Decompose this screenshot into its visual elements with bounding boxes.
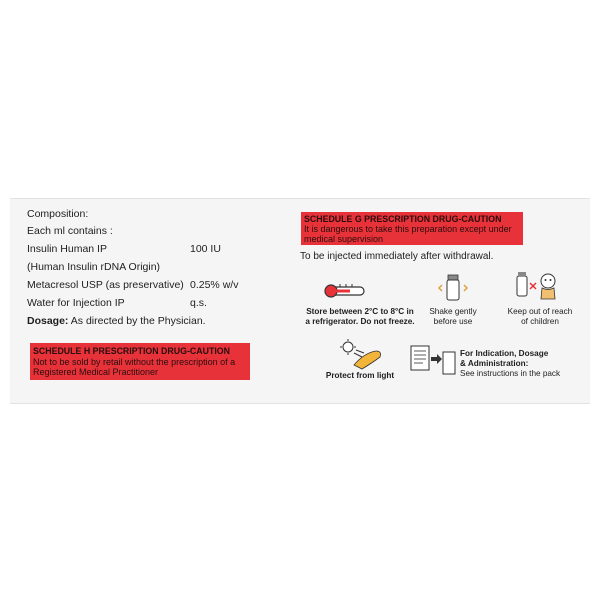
carton-panel — [10, 198, 590, 404]
sun-hand-icon — [340, 339, 384, 371]
schedule-h-line1: Not to be sold by retail without the prescription of a — [33, 357, 236, 367]
schedule-g-box — [301, 212, 523, 245]
ingredient-name: Water for Injection IP — [27, 297, 125, 309]
shake-instruction — [418, 307, 488, 327]
shake-line1: Shake gently — [429, 307, 477, 316]
schedule-h-title: SCHEDULE H PRESCRIPTION DRUG-CAUTION — [33, 346, 230, 356]
leaflet-instruction — [460, 349, 560, 379]
schedule-g-line1: It is dangerous to take this preparation except under — [304, 224, 512, 234]
shake-vial-icon — [438, 273, 468, 303]
leaflet-line2: & Administration: — [460, 359, 529, 368]
dosage-text: As directed by the Physician. — [70, 315, 206, 327]
schedule-h-line2: Registered Medical Practitioner — [33, 367, 159, 377]
ingredient-amount: q.s. — [190, 297, 207, 309]
store-line2: a refrigerator. Do not freeze. — [305, 317, 415, 326]
store-instruction — [295, 307, 425, 327]
children-line2: of children — [521, 317, 559, 326]
dosage-line — [27, 315, 206, 328]
child-vial-icon — [512, 271, 558, 303]
store-line1: Store between 2°C to 8°C in — [306, 307, 414, 316]
schedule-g-line2: medical supervision — [304, 234, 384, 244]
children-line1: Keep out of reach — [507, 307, 573, 316]
light-instruction: Protect from light — [325, 371, 395, 380]
ingredient-name: (Human Insulin rDNA Origin) — [27, 261, 161, 273]
shake-line2: before use — [433, 317, 473, 326]
each-ml-text: Each ml contains : — [27, 225, 113, 237]
leaflet-line3: See instructions in the pack — [460, 369, 561, 378]
thermometer-icon — [324, 282, 368, 300]
children-instruction — [498, 307, 582, 327]
leaflet-line1: For Indication, Dosage — [460, 349, 549, 358]
ingredient-amount: 0.25% w/v — [190, 279, 239, 291]
ingredient-amount: 100 IU — [190, 243, 221, 255]
schedule-g-title: SCHEDULE G PRESCRIPTION DRUG-CAUTION — [304, 214, 502, 224]
composition-heading: Composition: — [27, 208, 89, 220]
injection-note: To be injected immediately after withdrawal. — [300, 251, 494, 262]
leaflet-icon — [409, 344, 457, 378]
schedule-h-box — [30, 343, 250, 380]
ingredient-name: Insulin Human IP — [27, 243, 107, 255]
ingredient-name: Metacresol USP (as preservative) — [27, 279, 184, 291]
dosage-label: Dosage: — [27, 315, 69, 327]
